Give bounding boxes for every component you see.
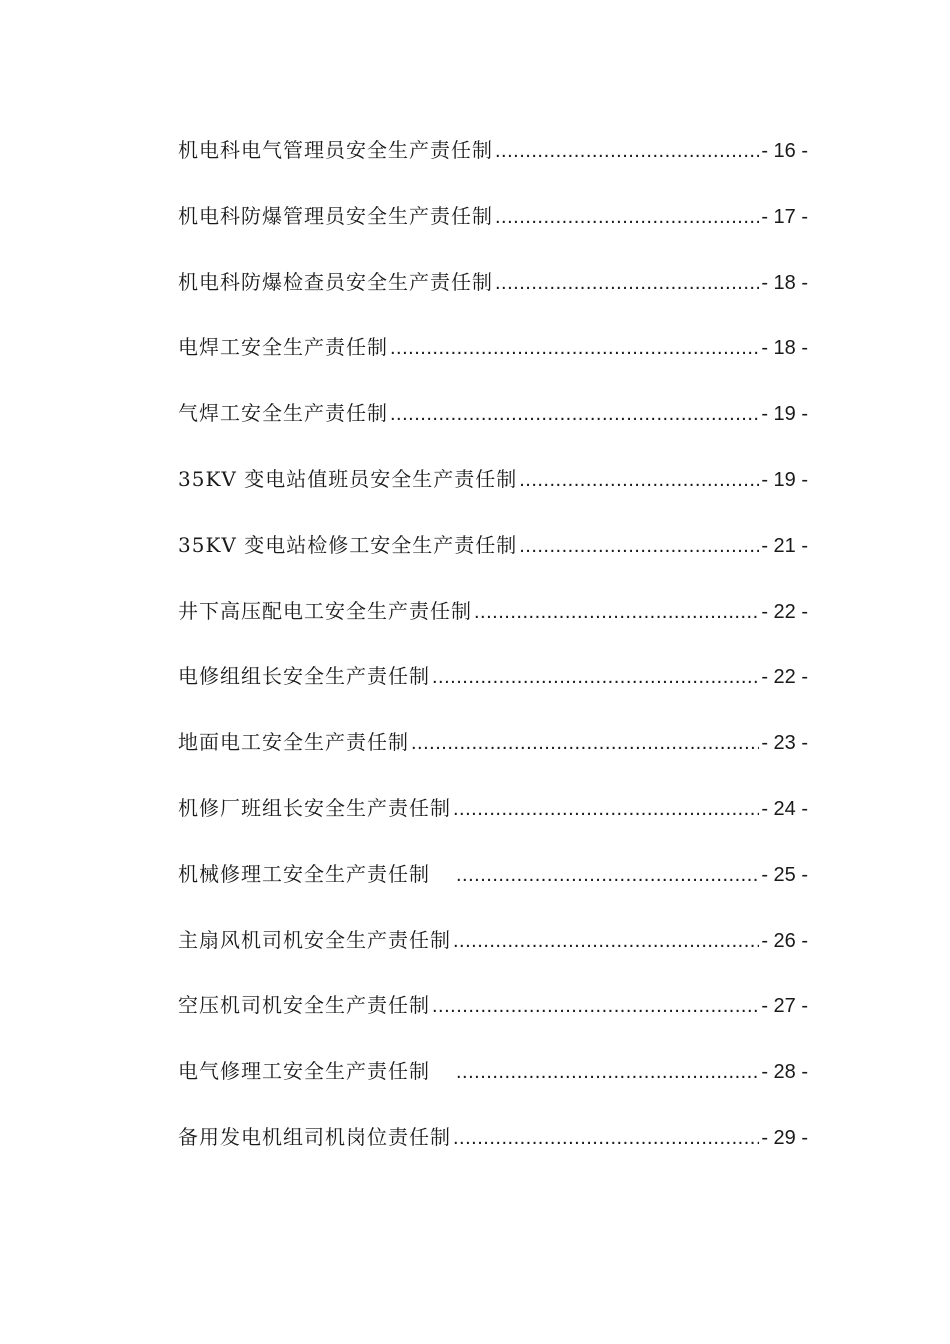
toc-entry[interactable] <box>178 726 808 792</box>
toc-entry-page-number: - 18 - <box>761 337 808 360</box>
toc-dot-leader <box>519 530 759 562</box>
toc-entry-page-number: - 22 - <box>761 600 808 623</box>
toc-entry-page-number: - 17 - <box>761 205 808 228</box>
toc-entry-title: 气焊工安全生产责任制 <box>178 401 388 426</box>
toc-dot-leader <box>453 1122 759 1154</box>
toc-dot-leader <box>474 596 759 628</box>
toc-entry-title: 35KV 变电站检修工安全生产责任制 <box>178 532 518 557</box>
toc-dot-leader <box>390 398 759 430</box>
toc-dot-leader <box>411 727 759 759</box>
toc-entry-title: 电气修理工安全生产责任制 <box>178 1059 430 1084</box>
toc-entry-page-number: - 29 - <box>761 1126 808 1149</box>
toc-entry-page-number: - 23 - <box>761 732 808 755</box>
toc-entry[interactable] <box>178 331 808 397</box>
toc-entry[interactable] <box>178 463 808 529</box>
toc-entry-page-number: - 22 - <box>761 666 808 689</box>
toc-dot-leader <box>495 135 759 167</box>
toc-dot-leader <box>390 332 759 364</box>
toc-entry[interactable] <box>178 200 808 266</box>
toc-entry-page-number: - 16 - <box>761 140 808 162</box>
toc-entry-title: 35KV 变电站值班员安全生产责任制 <box>178 466 518 491</box>
toc-entry-page-number: - 25 - <box>761 863 808 886</box>
toc-dot-leader <box>432 990 759 1022</box>
toc-entry-title: 空压机司机安全生产责任制 <box>178 993 430 1018</box>
toc-entry[interactable] <box>178 1121 808 1187</box>
toc-entry-title: 电修组组长安全生产责任制 <box>178 664 430 689</box>
toc-entry[interactable] <box>178 266 808 332</box>
toc-dot-leader <box>495 267 759 299</box>
toc-entry[interactable] <box>178 924 808 990</box>
toc-dot-leader <box>432 661 759 693</box>
toc-entry[interactable] <box>178 660 808 726</box>
toc-entry[interactable] <box>178 858 808 924</box>
toc-entry-page-number: - 26 - <box>761 929 808 952</box>
toc-entry-title: 地面电工安全生产责任制 <box>178 730 409 755</box>
toc-entry-page-number: - 18 - <box>761 271 808 294</box>
table-of-contents <box>178 134 808 1187</box>
toc-entry[interactable] <box>178 529 808 595</box>
toc-dot-leader <box>453 793 759 825</box>
toc-entry-title: 机电科防爆检查员安全生产责任制 <box>178 269 493 294</box>
toc-entry-page-number: - 28 - <box>761 1061 808 1084</box>
toc-entry-page-number: - 21 - <box>761 534 808 557</box>
toc-entry-title: 机械修理工安全生产责任制 <box>178 861 430 886</box>
toc-entry[interactable] <box>178 397 808 463</box>
toc-entry-title: 备用发电机组司机岗位责任制 <box>178 1124 451 1149</box>
toc-entry[interactable] <box>178 595 808 661</box>
toc-dot-leader <box>456 859 759 891</box>
toc-entry-page-number: - 27 - <box>761 995 808 1018</box>
toc-entry[interactable] <box>178 989 808 1055</box>
toc-entry-page-number: - 19 - <box>761 468 808 491</box>
toc-entry-title: 主扇风机司机安全生产责任制 <box>178 927 451 952</box>
toc-dot-leader <box>453 925 759 957</box>
toc-entry-title: 机电科电气管理员安全生产责任制 <box>178 138 493 162</box>
toc-entry[interactable] <box>178 1055 808 1121</box>
toc-entry-title: 机电科防爆管理员安全生产责任制 <box>178 203 493 228</box>
toc-entry-title: 机修厂班组长安全生产责任制 <box>178 795 451 820</box>
toc-entry-title: 井下高压配电工安全生产责任制 <box>178 598 472 623</box>
toc-dot-leader <box>519 464 759 496</box>
toc-entry-page-number: - 19 - <box>761 403 808 426</box>
toc-dot-leader <box>495 201 759 233</box>
toc-entry[interactable] <box>178 134 808 200</box>
toc-dot-leader <box>456 1056 759 1088</box>
toc-entry-page-number: - 24 - <box>761 797 808 820</box>
toc-entry-title: 电焊工安全生产责任制 <box>178 335 388 360</box>
toc-entry[interactable] <box>178 792 808 858</box>
